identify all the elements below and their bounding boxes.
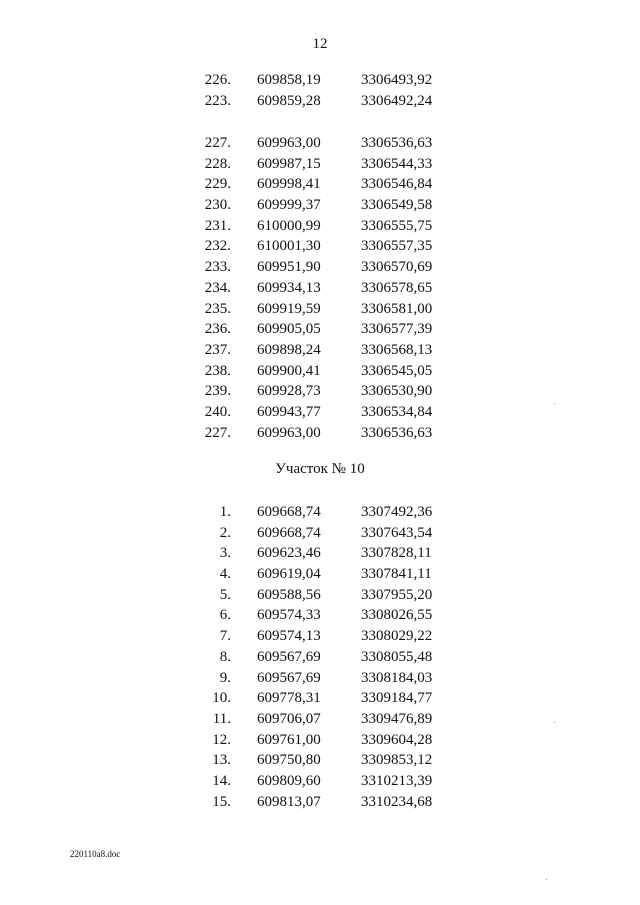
coordinate-row	[0, 564, 640, 585]
page-number: 12	[312, 36, 328, 52]
point-number: 231.	[204, 217, 231, 234]
y-coordinate: 3309184,77	[361, 690, 433, 707]
point-number: 235.	[204, 300, 231, 317]
x-coordinate: 609951,90	[257, 259, 321, 276]
x-coordinate: 609900,41	[257, 362, 321, 379]
x-coordinate: 609567,69	[257, 669, 321, 686]
point-number: 227.	[204, 135, 231, 151]
x-coordinate: 609574,13	[257, 628, 321, 645]
coordinate-row	[0, 236, 640, 257]
y-coordinate: 3308055,48	[361, 648, 433, 665]
coordinate-row	[0, 750, 640, 771]
y-coordinate: 3306492,24	[361, 92, 433, 109]
y-coordinate: 3306577,39	[361, 321, 433, 338]
coordinate-list-c	[0, 502, 640, 812]
coordinate-row	[0, 402, 640, 423]
scan-speck	[546, 879, 547, 880]
coordinate-row	[0, 771, 640, 792]
coordinate-row	[0, 792, 640, 813]
y-coordinate: 3306530,90	[361, 383, 433, 400]
x-coordinate: 609999,37	[257, 197, 321, 214]
coordinate-row	[0, 340, 640, 361]
y-coordinate: 3306578,65	[361, 279, 433, 296]
y-coordinate: 3307955,20	[361, 586, 433, 603]
y-coordinate: 3306581,00	[361, 300, 433, 317]
footer-filename: 220110a8.doc	[70, 849, 121, 859]
x-coordinate: 609750,80	[257, 752, 321, 769]
y-coordinate: 3306549,58	[361, 197, 433, 214]
point-number: 13.	[212, 752, 231, 769]
y-coordinate: 3306570,69	[361, 259, 433, 276]
point-number: 3.	[219, 545, 231, 562]
coordinate-row	[0, 502, 640, 523]
coordinate-list-b	[0, 133, 640, 443]
y-coordinate: 3306555,75	[361, 217, 433, 234]
y-coordinate: 3306493,92	[361, 72, 433, 88]
x-coordinate: 609898,24	[257, 341, 321, 358]
x-coordinate: 609619,04	[257, 566, 321, 583]
y-coordinate: 3309853,12	[361, 752, 433, 769]
coordinate-row	[0, 585, 640, 606]
coordinate-row	[0, 647, 640, 668]
y-coordinate: 3306568,13	[361, 341, 433, 358]
point-number: 10.	[212, 690, 231, 707]
x-coordinate: 609987,15	[257, 155, 321, 172]
x-coordinate: 609943,77	[257, 403, 321, 420]
point-number: 234.	[204, 279, 231, 296]
coordinate-row	[0, 523, 640, 544]
y-coordinate: 3308026,55	[361, 607, 433, 624]
y-coordinate: 3306534,84	[361, 403, 433, 420]
coordinate-row	[0, 299, 640, 320]
y-coordinate: 3307492,36	[361, 504, 433, 520]
x-coordinate: 609905,05	[257, 321, 321, 338]
x-coordinate: 609963,00	[257, 424, 321, 441]
coordinate-row	[0, 154, 640, 175]
point-number: 1.	[219, 504, 231, 520]
coordinate-row	[0, 133, 640, 154]
x-coordinate: 609668,74	[257, 504, 321, 520]
point-number: 237.	[204, 341, 231, 358]
y-coordinate: 3306546,84	[361, 176, 433, 193]
x-coordinate: 609998,41	[257, 176, 321, 193]
y-coordinate: 3310234,68	[361, 793, 433, 810]
y-coordinate: 3306536,63	[361, 424, 433, 441]
y-coordinate: 3306536,63	[361, 135, 433, 151]
x-coordinate: 609668,74	[257, 524, 321, 541]
coordinate-row	[0, 361, 640, 382]
coordinate-row	[0, 688, 640, 709]
x-coordinate: 609588,56	[257, 586, 321, 603]
point-number: 4.	[219, 566, 231, 583]
point-number: 232.	[204, 238, 231, 255]
coordinate-row	[0, 423, 640, 444]
x-coordinate: 609623,46	[257, 545, 321, 562]
x-coordinate: 609761,00	[257, 731, 321, 748]
point-number: 12.	[212, 731, 231, 748]
point-number: 239.	[204, 383, 231, 400]
point-number: 8.	[219, 648, 231, 665]
y-coordinate: 3306545,05	[361, 362, 433, 379]
x-coordinate: 610000,99	[257, 217, 321, 234]
y-coordinate: 3307841,11	[361, 566, 432, 583]
point-number: 15.	[212, 793, 231, 810]
x-coordinate: 609919,59	[257, 300, 321, 317]
point-number: 9.	[219, 669, 231, 686]
point-number: 7.	[219, 628, 231, 645]
y-coordinate: 3306557,35	[361, 238, 433, 255]
x-coordinate: 609809,60	[257, 772, 321, 789]
coordinate-list-a	[0, 70, 640, 111]
y-coordinate: 3307643,54	[361, 524, 433, 541]
y-coordinate: 3308184,03	[361, 669, 433, 686]
scan-speck	[554, 403, 555, 404]
y-coordinate: 3307828,11	[361, 545, 432, 562]
coordinate-row	[0, 174, 640, 195]
y-coordinate: 3306544,33	[361, 155, 433, 172]
point-number: 11.	[212, 710, 231, 727]
point-number: 6.	[219, 607, 231, 624]
x-coordinate: 609859,28	[257, 92, 321, 109]
coordinate-row	[0, 730, 640, 751]
scan-speck	[554, 722, 555, 723]
coordinate-row	[0, 319, 640, 340]
coordinate-row	[0, 626, 640, 647]
coordinate-row	[0, 709, 640, 730]
point-number: 230.	[204, 197, 231, 214]
x-coordinate: 609928,73	[257, 383, 321, 400]
point-number: 226.	[204, 72, 231, 88]
coordinate-row	[0, 195, 640, 216]
y-coordinate: 3309604,28	[361, 731, 433, 748]
point-number: 238.	[204, 362, 231, 379]
x-coordinate: 609858,19	[257, 72, 321, 88]
y-coordinate: 3310213,39	[361, 772, 433, 789]
x-coordinate: 609778,31	[257, 690, 321, 707]
x-coordinate: 609934,13	[257, 279, 321, 296]
coordinate-row	[0, 278, 640, 299]
x-coordinate: 609574,33	[257, 607, 321, 624]
y-coordinate: 3309476,89	[361, 710, 433, 727]
point-number: 236.	[204, 321, 231, 338]
x-coordinate: 610001,30	[257, 238, 321, 255]
point-number: 5.	[219, 586, 231, 603]
point-number: 233.	[204, 259, 231, 276]
coordinate-row	[0, 70, 640, 91]
x-coordinate: 609706,07	[257, 710, 321, 727]
coordinate-row	[0, 543, 640, 564]
coordinate-row	[0, 381, 640, 402]
point-number: 227.	[204, 424, 231, 441]
y-coordinate: 3308029,22	[361, 628, 433, 645]
x-coordinate: 609813,07	[257, 793, 321, 810]
x-coordinate: 609963,00	[257, 135, 321, 151]
coordinate-row	[0, 668, 640, 689]
coordinate-row	[0, 605, 640, 626]
point-number: 228.	[204, 155, 231, 172]
coordinate-row	[0, 216, 640, 237]
point-number: 14.	[212, 772, 231, 789]
section-title: Участок № 10	[275, 461, 365, 477]
point-number: 240.	[204, 403, 231, 420]
point-number: 229.	[204, 176, 231, 193]
point-number: 2.	[219, 524, 231, 541]
point-number: 223.	[204, 92, 231, 109]
x-coordinate: 609567,69	[257, 648, 321, 665]
coordinate-row	[0, 257, 640, 278]
coordinate-row	[0, 91, 640, 112]
